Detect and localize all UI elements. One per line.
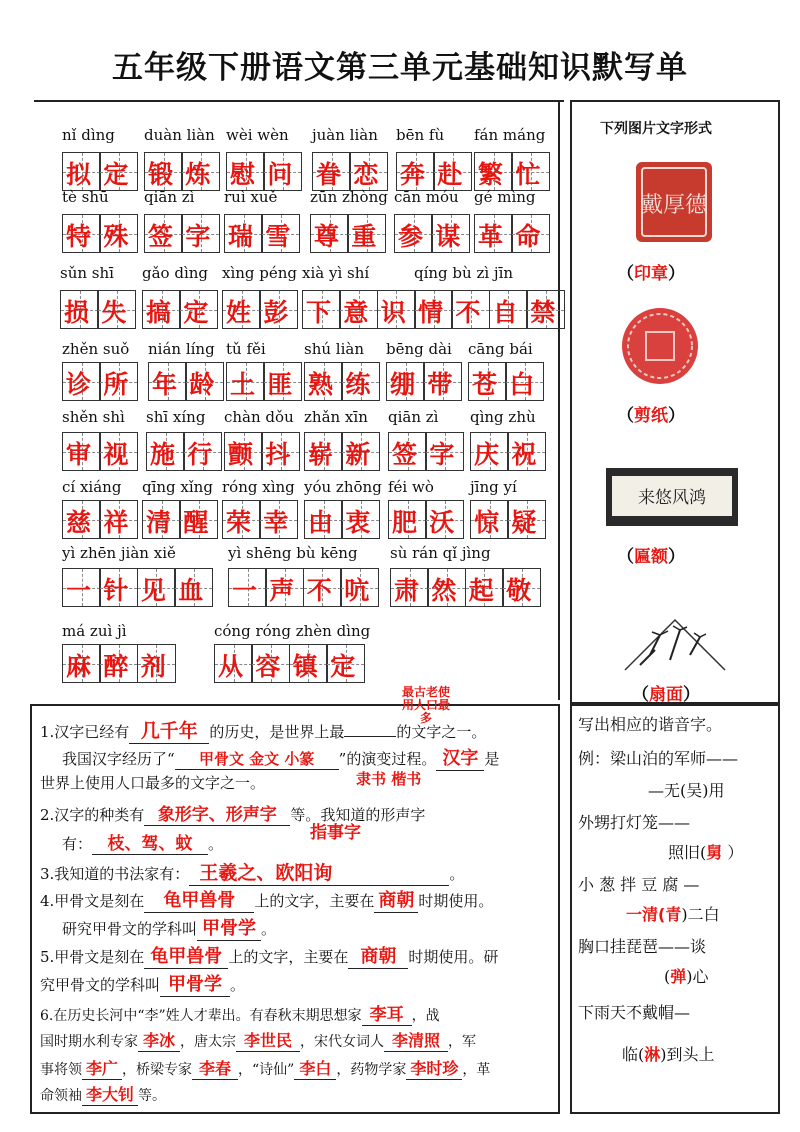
q-text: 上的文字，主要在 xyxy=(228,948,349,966)
q-text: 上的文字，主要在 xyxy=(254,892,375,910)
blank xyxy=(160,970,230,997)
vocab-answer: 签字 xyxy=(392,440,467,469)
blank xyxy=(144,886,254,913)
q-text: 有： xyxy=(62,835,93,853)
vocab-answer: 清醒 xyxy=(146,508,221,537)
vocab-answer: 情不自禁 xyxy=(418,298,568,327)
vocab-answer: 一针见血 xyxy=(66,576,216,605)
blank xyxy=(236,1028,300,1052)
blank xyxy=(82,1056,122,1080)
blank xyxy=(374,886,418,913)
blank xyxy=(197,914,261,941)
vocab-pinyin: tè shū xyxy=(62,188,109,206)
vocab-pinyin: cí xiáng xyxy=(62,478,122,496)
vocab-answer: 年龄 xyxy=(152,370,227,399)
question-2-line-1 xyxy=(40,800,425,826)
blank xyxy=(82,1082,138,1106)
blank xyxy=(436,744,484,771)
vocab-answer: 签字 xyxy=(148,222,223,251)
top-divider xyxy=(34,100,564,102)
q-text: 。 xyxy=(208,835,224,853)
q-text: 我国汉字经历了“ xyxy=(62,750,175,768)
side-heading: 下列图片文字形式 xyxy=(600,121,712,137)
question-3 xyxy=(40,858,464,886)
vocab-answer: 特殊 xyxy=(66,222,141,251)
vocab-pinyin: duàn liàn xyxy=(144,126,215,144)
q6-answer-8: 李时珍 xyxy=(410,1059,459,1078)
vocab-answer: 革命 xyxy=(478,222,553,251)
q-text: 命领袖 xyxy=(40,1088,82,1104)
vocab-answer: 颤抖 xyxy=(228,440,303,469)
vocab-pinyin: qiān zì xyxy=(144,188,195,206)
vocab-answer: 眷恋 xyxy=(316,160,391,189)
homophone-a-2 xyxy=(668,840,743,863)
vocab-pinyin: zūn zhòng xyxy=(310,188,388,206)
q-text: 2.汉字的种类有 xyxy=(40,806,145,824)
vocab-pinyin: sù rán qǐ jìng xyxy=(390,544,491,562)
vocab-answer: 慰问 xyxy=(230,160,305,189)
q-text: 。 xyxy=(449,865,465,883)
q-text: 等。 xyxy=(138,1088,166,1104)
homophone-heading: 写出相应的谐音字。 xyxy=(578,715,723,734)
vocab-pinyin: gǎo dìng xyxy=(142,264,209,282)
question-6-line-3 xyxy=(40,1056,490,1080)
q1-answer: 几千年 xyxy=(140,720,198,742)
question-5-line-2 xyxy=(40,970,245,997)
vocab-pinyin: sǔn shī xyxy=(60,264,114,282)
vocab-pinyin: qíng bù zì jīn xyxy=(414,264,514,282)
vocab-pinyin: féi wò xyxy=(388,478,434,496)
q1-answer-4: 汉字 xyxy=(442,748,479,769)
q-text: 4.甲骨文是刻在 xyxy=(40,892,145,910)
side-item-stamp xyxy=(617,259,685,284)
stamp-seal-image xyxy=(634,160,714,244)
homophone-b-answer: 青 xyxy=(665,905,682,924)
q5-answer-3: 甲骨学 xyxy=(168,974,223,995)
q-text: ，桥梁专家 xyxy=(122,1062,192,1078)
blank xyxy=(144,942,228,969)
homophone-d-answer: 淋 xyxy=(644,1045,661,1064)
blank xyxy=(175,748,339,770)
q1-answer-3: 甲骨文 金文 小篆 xyxy=(198,750,315,768)
fan-painting-image xyxy=(620,615,730,675)
homophone-b-1: 小 葱 拌 豆 腐 — xyxy=(578,875,700,894)
question-1-line-2 xyxy=(62,744,499,771)
open-paren: （ xyxy=(632,685,649,705)
h-text: 临( xyxy=(622,1045,645,1064)
vocab-pinyin: fán máng xyxy=(474,126,546,144)
q4-answer: 龟甲兽骨 xyxy=(163,890,236,911)
q-text: 。 xyxy=(230,976,246,994)
vocab-answer: 荣幸 xyxy=(226,508,301,537)
vocab-pinyin: cāng bái xyxy=(468,340,533,358)
vocab-answer: 繁忙 xyxy=(478,160,553,189)
vocab-answer: 奔赴 xyxy=(400,160,475,189)
vocab-answer: 施行 xyxy=(150,440,225,469)
open-paren: （ xyxy=(617,547,634,567)
answer-stamp: 印章 xyxy=(634,264,668,284)
close-paren: ） xyxy=(668,264,685,284)
q6-answer-2: 李冰 xyxy=(142,1031,175,1050)
blank xyxy=(129,716,209,744)
vocab-answer: 崭新 xyxy=(308,440,383,469)
blank xyxy=(344,736,396,737)
q6-answer-9: 李大钊 xyxy=(85,1085,134,1104)
q-text: 研究甲骨文的学科叫 xyxy=(62,920,198,938)
blank xyxy=(362,1000,412,1026)
vocab-pinyin: cóng róng zhèn dìng xyxy=(214,622,371,640)
vocab-pinyin: jīng yí xyxy=(470,478,517,496)
question-6-line-1 xyxy=(40,1000,440,1026)
h-text: )心 xyxy=(686,967,709,986)
h-text: )二白 xyxy=(681,905,720,924)
q4-answer-3: 甲骨学 xyxy=(202,918,257,939)
q2-answer: 象形字、形声字 xyxy=(157,805,277,825)
q6-answer-4: 李清照 xyxy=(391,1031,440,1050)
homophone-b-2 xyxy=(626,902,720,925)
vocab-pinyin: shú liàn xyxy=(304,340,364,358)
q-text: ，宋代女词人 xyxy=(300,1034,384,1050)
q3-answer: 王羲之、欧阳询 xyxy=(199,862,333,884)
q-text: 时期使用。研 xyxy=(408,948,499,966)
q5-answer-2: 商朝 xyxy=(360,946,397,967)
vocab-pinyin: wèi wèn xyxy=(226,126,289,144)
vocab-answer: 苍白 xyxy=(472,370,547,399)
q-text: 世界上使用人口最多的文字之一。 xyxy=(40,774,266,792)
q-text: 等。我知道的形声字 xyxy=(290,806,426,824)
vocab-answer: 搞定 xyxy=(146,298,221,327)
vocab-pinyin: yì zhēn jiàn xiě xyxy=(62,544,176,562)
question-1-line-3 xyxy=(40,772,265,793)
q-text: 的文字之一。 xyxy=(396,723,487,741)
vocab-pinyin: qiān zì xyxy=(388,408,439,426)
vocab-answer: 下意识 xyxy=(306,298,419,327)
vocab-pinyin: bēn fù xyxy=(396,126,445,144)
q1-answer-5: 隶书 楷书 xyxy=(356,770,422,788)
vocab-pinyin: nián líng xyxy=(148,340,215,358)
vocab-answer: 一声不吭 xyxy=(232,576,382,605)
vocab-pinyin: yì shēng bù kēng xyxy=(228,544,358,562)
vocab-answer: 瑞雪 xyxy=(228,222,303,251)
vocab-answer: 姓彭 xyxy=(226,298,301,327)
vocab-pinyin: xià yì shí xyxy=(302,264,370,282)
h-text: 一清( xyxy=(626,905,666,924)
vocab-pinyin: zhěn suǒ xyxy=(62,340,130,358)
question-4-line-2 xyxy=(62,914,276,941)
vocab-answer: 肥沃 xyxy=(392,508,467,537)
vocab-answer: 从容镇定 xyxy=(218,652,368,681)
homophone-d-1: 下雨天不戴帽— xyxy=(578,1003,691,1022)
blank xyxy=(138,1028,180,1052)
answer-plaque: 匾额 xyxy=(634,547,668,567)
q6-answer-3: 李世民 xyxy=(243,1031,292,1050)
q-text: 5.甲骨文是刻在 xyxy=(40,948,145,966)
q2-answer-2: 枝、驾、蚊 xyxy=(107,834,193,854)
vocab-answer: 熟练 xyxy=(308,370,383,399)
papercut-image xyxy=(620,306,700,386)
q-text: ，战 xyxy=(411,1008,440,1024)
vocab-pinyin: shěn shì xyxy=(62,408,125,426)
blank xyxy=(406,1056,462,1080)
blank xyxy=(189,858,449,886)
homophone-a-answer: 舅 xyxy=(706,843,723,862)
q-text: ”的演变过程。 xyxy=(338,750,437,768)
answer-papercut: 剪纸 xyxy=(634,406,668,426)
blank xyxy=(294,1056,336,1080)
h-text: ） xyxy=(722,843,744,862)
blank xyxy=(384,1028,448,1052)
page-title: 五年级下册语文第三单元基础知识默写单 xyxy=(112,50,688,86)
vocab-pinyin: tǔ fěi xyxy=(226,340,266,358)
homophone-d-2 xyxy=(622,1042,715,1065)
stamp-seal-text: 戴厚德 xyxy=(640,193,708,218)
open-paren: （ xyxy=(617,264,634,284)
q-text: 时期使用。 xyxy=(418,892,494,910)
vocab-pinyin: juàn liàn xyxy=(312,126,378,144)
close-paren: ） xyxy=(668,406,685,426)
homophone-example-2: —无(吴)用 xyxy=(648,781,725,800)
vocab-pinyin: gé mìng xyxy=(474,188,536,206)
question-4-line-1 xyxy=(40,886,493,913)
vocab-answer: 审视 xyxy=(66,440,141,469)
vocab-answer: 绷带 xyxy=(390,370,465,399)
q-text: 。 xyxy=(261,920,277,938)
question-5-line-1 xyxy=(40,942,498,969)
homophone-c-answer: 弹 xyxy=(670,967,687,986)
question-6-line-2 xyxy=(40,1028,476,1052)
q-text: ，军 xyxy=(448,1034,476,1050)
vocab-answer: 慈祥 xyxy=(66,508,141,537)
vocab-pinyin: shī xíng xyxy=(146,408,206,426)
answer-fan: 扇面 xyxy=(649,685,683,705)
blank xyxy=(348,942,408,969)
vocab-answer: 土匪 xyxy=(230,370,305,399)
homophone-a-1: 外甥打灯笼—— xyxy=(578,813,691,832)
q-text: ，“诗仙” xyxy=(238,1062,295,1078)
vocab-pinyin: zhǎn xīn xyxy=(304,408,368,426)
vocab-answer: 损失 xyxy=(64,298,139,327)
vocab-pinyin: chàn dǒu xyxy=(224,408,294,426)
vocab-pinyin: ruì xuě xyxy=(224,188,278,206)
blank xyxy=(192,1056,238,1080)
q-text: 国时期水利专家 xyxy=(40,1034,138,1050)
q-text: ，革 xyxy=(462,1062,491,1078)
vocab-pinyin: má zuì jì xyxy=(62,622,127,640)
close-paren: ） xyxy=(668,547,685,567)
q-text: 事将领 xyxy=(40,1062,82,1078)
main-right-border xyxy=(558,100,560,700)
vocab-answer: 诊所 xyxy=(66,370,141,399)
h-text: ( xyxy=(664,967,671,986)
vocab-answer: 锻炼 xyxy=(148,160,223,189)
vocab-pinyin: bēng dài xyxy=(386,340,452,358)
homophone-example-1: 例：梁山泊的军师—— xyxy=(578,749,739,768)
q1-answer-2: 最古老使用人口最多 xyxy=(401,685,450,725)
h-text: 照旧( xyxy=(668,843,707,862)
close-paren: ） xyxy=(683,685,700,705)
q-text: ，唐太宗 xyxy=(180,1034,236,1050)
vocab-pinyin: nǐ dìng xyxy=(62,126,115,144)
homophone-c-2 xyxy=(664,964,709,987)
q-text: ，药物学家 xyxy=(336,1062,407,1078)
vocab-pinyin: xìng péng xyxy=(222,264,298,282)
q-text: 1.汉字已经有 xyxy=(40,723,130,741)
plaque-image xyxy=(604,466,740,528)
vocab-answer: 麻醉剂 xyxy=(66,652,179,681)
plaque-text: 来悠风鸿 xyxy=(638,488,706,508)
blank xyxy=(144,800,290,826)
q-text: 的历史，是世界上最 xyxy=(209,723,345,741)
vocab-answer: 尊重 xyxy=(314,222,389,251)
vocab-answer: 庆祝 xyxy=(474,440,549,469)
vocab-pinyin: róng xìng xyxy=(222,478,295,496)
q-text: 是 xyxy=(484,750,500,768)
side-item-plaque xyxy=(617,542,685,567)
q-text: 6.在历史长河中“李”姓人才辈出。有春秋末期思想家 xyxy=(40,1008,362,1024)
side-item-papercut xyxy=(617,401,685,426)
vocab-answer: 拟定 xyxy=(66,160,141,189)
q5-answer: 龟甲兽骨 xyxy=(150,946,223,967)
vocab-answer: 肃然起敬 xyxy=(394,576,544,605)
q4-answer-2: 商朝 xyxy=(378,890,415,911)
q6-answer-7: 李白 xyxy=(299,1059,332,1078)
homophone-c-1: 胸口挂琵琶——谈 xyxy=(578,937,707,956)
question-6-line-4 xyxy=(40,1082,166,1106)
h-text: )到头上 xyxy=(660,1045,715,1064)
q-text: 究甲骨文的学科叫 xyxy=(40,976,161,994)
open-paren: （ xyxy=(617,406,634,426)
question-2-line-2 xyxy=(62,829,223,855)
vocab-answer: 惊疑 xyxy=(474,508,549,537)
q6-answer-6: 李春 xyxy=(198,1059,231,1078)
q2-answer-3: 指事字 xyxy=(310,823,361,843)
vocab-pinyin: cān móu xyxy=(394,188,459,206)
q-text: 3.我知道的书法家有： xyxy=(40,865,190,883)
vocab-pinyin: qìng zhù xyxy=(470,408,536,426)
vocab-pinyin: yóu zhōng xyxy=(304,478,382,496)
side-item-fan xyxy=(632,680,700,705)
vocab-answer: 参谋 xyxy=(398,222,473,251)
blank xyxy=(92,829,208,855)
vocab-answer: 由衷 xyxy=(308,508,383,537)
q6-answer-5: 李广 xyxy=(85,1059,118,1078)
vocab-pinyin: qīng xǐng xyxy=(142,478,213,496)
q6-answer: 李耳 xyxy=(369,1005,404,1025)
